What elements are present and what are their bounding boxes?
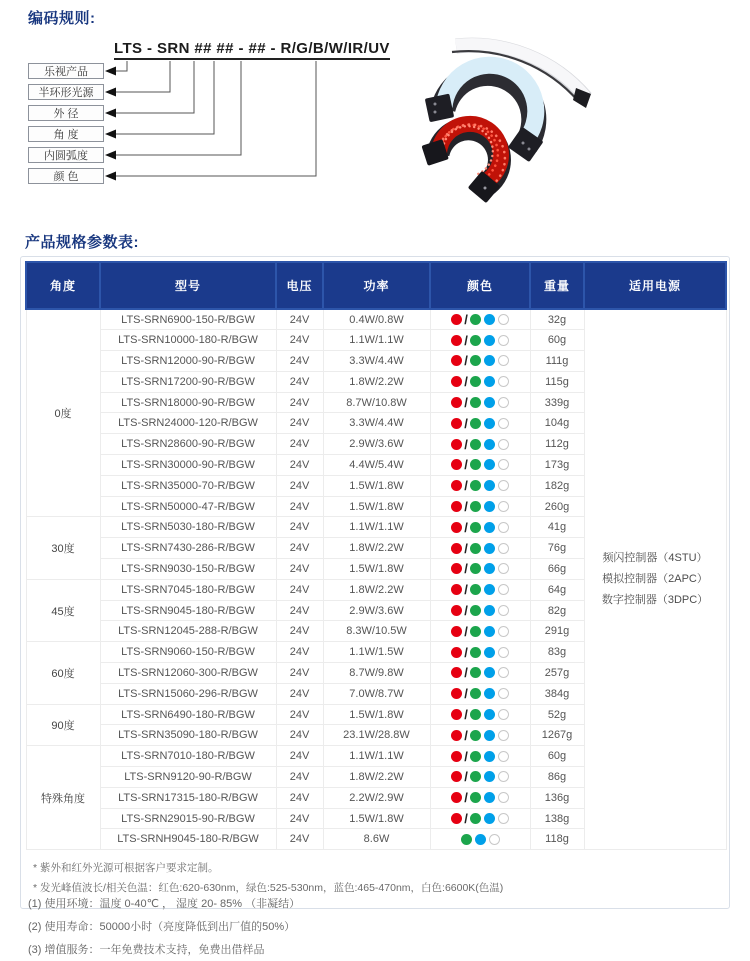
color-separator-slash: / [464, 561, 468, 577]
green-dot [470, 522, 481, 533]
power-cell: 3.3W/4.4W [323, 351, 430, 372]
green-dot [461, 834, 472, 845]
weight-cell: 138g [530, 808, 584, 829]
red-dot [451, 501, 462, 512]
color-options-cell [430, 725, 530, 746]
weight-cell: 1267g [530, 725, 584, 746]
voltage-cell: 24V [276, 434, 323, 455]
blue-dot [484, 397, 495, 408]
color-options-cell [430, 309, 530, 330]
green-dot [470, 563, 481, 574]
green-dot [470, 480, 481, 491]
white-dot [498, 335, 509, 346]
power-cell: 4.4W/5.4W [323, 455, 430, 476]
model-cell: LTS-SRN9060-150-R/BGW [100, 642, 276, 663]
voltage-cell: 24V [276, 330, 323, 351]
model-cell: LTS-SRN7045-180-R/BGW [100, 579, 276, 600]
green-dot [470, 730, 481, 741]
voltage-cell: 24V [276, 309, 323, 330]
red-dot [451, 688, 462, 699]
code-label-inner-arc: 内圆弧度 [28, 147, 104, 163]
voltage-cell: 24V [276, 392, 323, 413]
power-cell: 7.0W/8.7W [323, 683, 430, 704]
model-cell: LTS-SRNH9045-180-R/BGW [100, 829, 276, 850]
green-dot [470, 376, 481, 387]
blue-dot [484, 335, 495, 346]
angle-group-label: 特殊角度 [26, 746, 100, 850]
color-separator-slash: / [464, 623, 468, 639]
voltage-cell: 24V [276, 621, 323, 642]
blue-dot [484, 439, 495, 450]
model-cell: LTS-SRN35090-180-R/BGW [100, 725, 276, 746]
voltage-cell: 24V [276, 746, 323, 767]
voltage-cell: 24V [276, 496, 323, 517]
coding-rules-title: 编码规则: [28, 10, 96, 27]
model-cell: LTS-SRN12000-90-R/BGW [100, 351, 276, 372]
blue-dot [484, 771, 495, 782]
color-separator-slash: / [464, 374, 468, 390]
weight-cell: 64g [530, 579, 584, 600]
power-cell: 1.5W/1.8W [323, 496, 430, 517]
blue-dot [484, 792, 495, 803]
note-lifespan: (2) 使用寿命：50000小时（亮度降低到出厂值的50%） [28, 921, 296, 933]
code-label-color: 颜 色 [28, 168, 104, 184]
table-row [26, 309, 726, 330]
model-code-formula: LTS - SRN ## ## - ## - R/G/B/W/IR/UV [114, 40, 390, 60]
weight-cell: 182g [530, 475, 584, 496]
coding-diagram [28, 40, 398, 192]
model-cell: LTS-SRN12045-288-R/BGW [100, 621, 276, 642]
model-cell: LTS-SRN17315-180-R/BGW [100, 787, 276, 808]
weight-cell: 173g [530, 455, 584, 476]
white-dot [489, 834, 500, 845]
power-cell: 1.8W/2.2W [323, 579, 430, 600]
blue-dot [484, 563, 495, 574]
green-dot [470, 501, 481, 512]
voltage-cell: 24V [276, 725, 323, 746]
red-dot [451, 667, 462, 678]
voltage-cell: 24V [276, 787, 323, 808]
voltage-cell: 24V [276, 829, 323, 850]
model-cell: LTS-SRN18000-90-R/BGW [100, 392, 276, 413]
green-dot [470, 418, 481, 429]
weight-cell: 111g [530, 351, 584, 372]
white-dot [498, 792, 509, 803]
red-dot [451, 376, 462, 387]
color-separator-slash: / [464, 644, 468, 660]
blue-dot [484, 418, 495, 429]
weight-cell: 118g [530, 829, 584, 850]
color-options-cell [430, 330, 530, 351]
red-dot [451, 771, 462, 782]
color-separator-slash: / [464, 457, 468, 473]
color-options-cell [430, 600, 530, 621]
color-separator-slash: / [464, 519, 468, 535]
blue-dot [484, 459, 495, 470]
angle-group-label: 0度 [26, 309, 100, 517]
color-separator-slash: / [464, 312, 468, 328]
code-label-outer-diameter: 外 径 [28, 105, 104, 121]
red-dot [451, 709, 462, 720]
voltage-cell: 24V [276, 517, 323, 538]
spec-table-panel [20, 256, 730, 909]
red-dot [451, 439, 462, 450]
white-dot [498, 501, 509, 512]
code-label-angle: 角 度 [28, 126, 104, 142]
green-dot [470, 647, 481, 658]
product-image [410, 26, 710, 224]
color-separator-slash: / [464, 436, 468, 452]
green-dot [470, 751, 481, 762]
color-separator-slash: / [464, 727, 468, 743]
power-cell: 2.9W/3.6W [323, 600, 430, 621]
power-cell: 1.8W/2.2W [323, 371, 430, 392]
model-cell: LTS-SRN30000-90-R/BGW [100, 455, 276, 476]
model-cell: LTS-SRN9045-180-R/BGW [100, 600, 276, 621]
weight-cell: 60g [530, 330, 584, 351]
power-cell: 8.6W [323, 829, 430, 850]
weight-cell: 52g [530, 704, 584, 725]
green-dot [470, 314, 481, 325]
voltage-cell: 24V [276, 371, 323, 392]
white-dot [498, 605, 509, 616]
color-options-cell [430, 351, 530, 372]
color-separator-slash: / [464, 540, 468, 556]
color-options-cell [430, 767, 530, 788]
weight-cell: 83g [530, 642, 584, 663]
color-separator-slash: / [464, 707, 468, 723]
model-cell: LTS-SRN35000-70-R/BGW [100, 475, 276, 496]
green-dot [470, 397, 481, 408]
white-dot [498, 709, 509, 720]
blue-dot [484, 647, 495, 658]
power-cell: 1.1W/1.1W [323, 330, 430, 351]
color-separator-slash: / [464, 478, 468, 494]
spec-table [25, 261, 727, 850]
power-cell: 1.8W/2.2W [323, 767, 430, 788]
red-dot [451, 647, 462, 658]
weight-cell: 136g [530, 787, 584, 808]
model-cell: LTS-SRN10000-180-R/BGW [100, 330, 276, 351]
spec-table-body [26, 309, 726, 850]
angle-group-label: 90度 [26, 704, 100, 746]
color-separator-slash: / [464, 748, 468, 764]
red-dot [451, 751, 462, 762]
green-dot [470, 584, 481, 595]
column-header-angle: 角度 [26, 262, 100, 309]
white-dot [498, 584, 509, 595]
model-cell: LTS-SRN6490-180-R/BGW [100, 704, 276, 725]
power-cell: 1.5W/1.8W [323, 808, 430, 829]
power-cell: 1.5W/1.8W [323, 704, 430, 725]
white-dot [498, 730, 509, 741]
red-dot [451, 605, 462, 616]
blue-dot [484, 626, 495, 637]
white-dot [498, 459, 509, 470]
blue-dot [484, 688, 495, 699]
white-dot [498, 418, 509, 429]
column-header-voltage: 电压 [276, 262, 323, 309]
voltage-cell: 24V [276, 559, 323, 580]
green-dot [470, 667, 481, 678]
white-dot [498, 314, 509, 325]
blue-dot [484, 667, 495, 678]
green-dot [470, 626, 481, 637]
green-dot [470, 605, 481, 616]
white-dot [498, 355, 509, 366]
red-dot [451, 355, 462, 366]
voltage-cell: 24V [276, 704, 323, 725]
model-cell: LTS-SRN6900-150-R/BGW [100, 309, 276, 330]
white-dot [498, 439, 509, 450]
voltage-cell: 24V [276, 642, 323, 663]
color-separator-slash: / [464, 665, 468, 681]
note-service: (3) 增值服务：一年免费技术支持，免费出借样品 [28, 944, 265, 956]
power-cell: 23.1W/28.8W [323, 725, 430, 746]
white-dot [498, 647, 509, 658]
color-options-cell [430, 683, 530, 704]
white-dot [498, 667, 509, 678]
voltage-cell: 24V [276, 455, 323, 476]
color-separator-slash: / [464, 790, 468, 806]
model-cell: LTS-SRN28600-90-R/BGW [100, 434, 276, 455]
red-dot [451, 480, 462, 491]
power-cell: 8.7W/9.8W [323, 663, 430, 684]
weight-cell: 76g [530, 538, 584, 559]
weight-cell: 41g [530, 517, 584, 538]
weight-cell: 32g [530, 309, 584, 330]
color-separator-slash: / [464, 811, 468, 827]
red-dot [451, 418, 462, 429]
color-separator-slash: / [464, 582, 468, 598]
blue-dot [484, 543, 495, 554]
blue-dot [484, 501, 495, 512]
model-cell: LTS-SRN5030-180-R/BGW [100, 517, 276, 538]
power-cell: 3.3W/4.4W [323, 413, 430, 434]
footnote-custom-light: * 紫外和红外光源可根据客户要求定制。 [33, 862, 219, 875]
angle-group-label: 30度 [26, 517, 100, 579]
color-options-cell [430, 621, 530, 642]
power-supply-option: 频闪控制器（4STU） [602, 552, 708, 565]
power-cell: 1.1W/1.1W [323, 517, 430, 538]
red-dot [451, 397, 462, 408]
power-cell: 1.1W/1.1W [323, 746, 430, 767]
white-dot [498, 626, 509, 637]
weight-cell: 66g [530, 559, 584, 580]
power-cell: 2.9W/3.6W [323, 434, 430, 455]
spec-table-title: 产品规格参数表: [25, 234, 139, 251]
red-dot [451, 543, 462, 554]
color-separator-slash: / [464, 415, 468, 431]
power-supply-cell [584, 309, 726, 850]
white-dot [498, 480, 509, 491]
white-dot [498, 563, 509, 574]
red-dot [451, 335, 462, 346]
power-cell: 1.1W/1.5W [323, 642, 430, 663]
weight-cell: 384g [530, 683, 584, 704]
color-options-cell [430, 455, 530, 476]
bottom-notes [28, 893, 728, 961]
voltage-cell: 24V [276, 808, 323, 829]
color-options-cell [430, 559, 530, 580]
power-cell: 1.8W/2.2W [323, 538, 430, 559]
green-dot [470, 792, 481, 803]
color-separator-slash: / [464, 395, 468, 411]
blue-dot [484, 730, 495, 741]
color-options-cell [430, 808, 530, 829]
weight-cell: 60g [530, 746, 584, 767]
voltage-cell: 24V [276, 767, 323, 788]
voltage-cell: 24V [276, 663, 323, 684]
color-options-cell [430, 642, 530, 663]
weight-cell: 115g [530, 371, 584, 392]
blue-dot [475, 834, 486, 845]
color-options-cell [430, 413, 530, 434]
power-cell: 0.4W/0.8W [323, 309, 430, 330]
white-dot [498, 543, 509, 554]
red-dot [451, 459, 462, 470]
weight-cell: 291g [530, 621, 584, 642]
model-cell: LTS-SRN29015-90-R/BGW [100, 808, 276, 829]
blue-dot [484, 355, 495, 366]
red-ring-light [421, 124, 504, 203]
color-separator-slash: / [464, 353, 468, 369]
angle-group-label: 45度 [26, 579, 100, 641]
color-separator-slash: / [464, 499, 468, 515]
white-dot [498, 771, 509, 782]
model-cell: LTS-SRN9030-150-R/BGW [100, 559, 276, 580]
blue-dot [484, 376, 495, 387]
angle-group-label: 60度 [26, 642, 100, 704]
column-header-power: 功率 [323, 262, 430, 309]
voltage-cell: 24V [276, 683, 323, 704]
power-supply-option: 模拟控制器（2APC） [602, 573, 708, 586]
green-dot [470, 459, 481, 470]
white-dot [498, 813, 509, 824]
green-dot [470, 355, 481, 366]
green-dot [470, 688, 481, 699]
color-options-cell [430, 538, 530, 559]
power-cell: 8.3W/10.5W [323, 621, 430, 642]
color-options-cell [430, 517, 530, 538]
model-cell: LTS-SRN17200-90-R/BGW [100, 371, 276, 392]
voltage-cell: 24V [276, 475, 323, 496]
model-cell: LTS-SRN7010-180-R/BGW [100, 746, 276, 767]
power-supply-option: 数字控制器（3DPC） [601, 594, 709, 607]
note-environment: (1) 使用环境：温度 0-40℃ ， 湿度 20- 85% （非凝结） [28, 898, 301, 910]
red-dot [451, 522, 462, 533]
red-dot [451, 813, 462, 824]
color-options-cell [430, 475, 530, 496]
white-dot [498, 688, 509, 699]
weight-cell: 82g [530, 600, 584, 621]
color-options-cell [430, 434, 530, 455]
color-options-cell [430, 704, 530, 725]
power-cell: 2.2W/2.9W [323, 787, 430, 808]
white-dot [498, 522, 509, 533]
blue-dot [484, 480, 495, 491]
color-options-cell [430, 579, 530, 600]
model-cell: LTS-SRN50000-47-R/BGW [100, 496, 276, 517]
column-header-model: 型号 [100, 262, 276, 309]
color-options-cell [430, 787, 530, 808]
table-header-row [26, 262, 726, 309]
model-cell: LTS-SRN9120-90-R/BGW [100, 767, 276, 788]
red-dot [451, 626, 462, 637]
footnote-wavelength: * 发光峰值波长/相关色温：红色:620-630nm，绿色:525-530nm，蓝色:465-470nm，白色:6600K(色温) [33, 882, 504, 895]
column-header-power-supply: 适用电源 [584, 262, 726, 309]
color-options-cell [430, 392, 530, 413]
green-dot [470, 335, 481, 346]
voltage-cell: 24V [276, 538, 323, 559]
column-header-color: 颜色 [430, 262, 530, 309]
weight-cell: 104g [530, 413, 584, 434]
blue-dot [484, 584, 495, 595]
color-options-cell [430, 746, 530, 767]
power-cell: 1.5W/1.8W [323, 475, 430, 496]
voltage-cell: 24V [276, 579, 323, 600]
power-cell: 1.5W/1.8W [323, 559, 430, 580]
green-dot [470, 813, 481, 824]
color-separator-slash: / [464, 332, 468, 348]
color-options-cell [430, 496, 530, 517]
model-cell: LTS-SRN12060-300-R/BGW [100, 663, 276, 684]
weight-cell: 260g [530, 496, 584, 517]
blue-dot [484, 751, 495, 762]
column-header-weight: 重量 [530, 262, 584, 309]
voltage-cell: 24V [276, 413, 323, 434]
voltage-cell: 24V [276, 351, 323, 372]
weight-cell: 86g [530, 767, 584, 788]
code-label-brand: 乐视产品 [28, 63, 104, 79]
color-separator-slash: / [464, 686, 468, 702]
green-dot [470, 771, 481, 782]
green-dot [470, 709, 481, 720]
red-dot [451, 792, 462, 803]
color-separator-slash: / [464, 603, 468, 619]
blue-dot [484, 522, 495, 533]
weight-cell: 112g [530, 434, 584, 455]
green-dot [470, 543, 481, 554]
red-dot [451, 314, 462, 325]
model-cell: LTS-SRN7430-286-R/BGW [100, 538, 276, 559]
color-options-cell [430, 829, 530, 850]
blue-dot [484, 605, 495, 616]
color-options-cell [430, 663, 530, 684]
red-dot [451, 563, 462, 574]
color-separator-slash: / [464, 769, 468, 785]
color-options-cell [430, 371, 530, 392]
blue-dot [484, 314, 495, 325]
white-dot [498, 376, 509, 387]
power-cell: 8.7W/10.8W [323, 392, 430, 413]
white-dot [498, 397, 509, 408]
green-dot [470, 439, 481, 450]
white-dot [498, 751, 509, 762]
code-label-type: 半环形光源 [28, 84, 104, 100]
red-dot [451, 584, 462, 595]
model-cell: LTS-SRN15060-296-R/BGW [100, 683, 276, 704]
voltage-cell: 24V [276, 600, 323, 621]
blue-dot [484, 813, 495, 824]
weight-cell: 339g [530, 392, 584, 413]
model-cell: LTS-SRN24000-120-R/BGW [100, 413, 276, 434]
weight-cell: 257g [530, 663, 584, 684]
red-dot [451, 730, 462, 741]
blue-dot [484, 709, 495, 720]
